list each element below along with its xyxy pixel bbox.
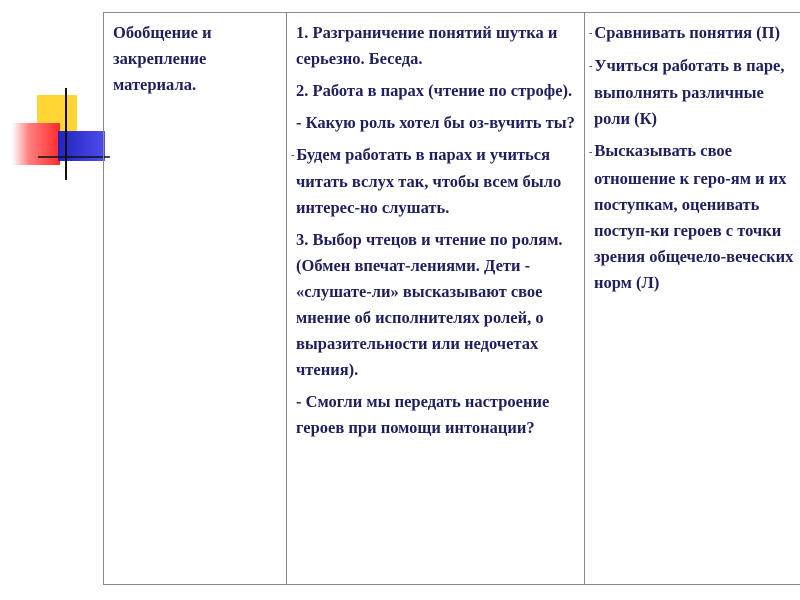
activity-paragraph-6: - Смогли мы передать настроение героев при помощи интонации? <box>296 392 550 438</box>
stage-cell <box>104 13 287 585</box>
red-square <box>12 123 60 165</box>
activity-paragraph-4 <box>291 142 576 221</box>
dash-marker: - <box>589 61 593 73</box>
skill-item-2-text: Учиться работать в паре, выполнять различные роли (К) <box>594 56 785 129</box>
activity-paragraph-1: 1. Разграничение понятий шутка и серьезно. Беседа. <box>296 23 558 68</box>
skill-item-1-text: Сравнивать понятия (П) <box>594 23 780 42</box>
stage-title: Обобщение и закрепление материала. <box>113 23 212 94</box>
skill-item-2 <box>589 53 796 132</box>
activity-paragraph-2: 2. Работа в парах (чтение по строфе). <box>296 81 573 100</box>
skill-item-3 <box>589 138 796 295</box>
skill-item-1 <box>589 20 796 47</box>
activity-cell <box>287 13 585 585</box>
skill-item-3-text: Высказывать свое отношение к геро-ям и их поступкам, оценивать поступ-ки героев с точки зрения общечело-веческих норм (Л) <box>594 141 794 292</box>
table-row <box>104 13 800 585</box>
dash-marker: - <box>589 28 593 40</box>
decorative-squares-graphic <box>0 0 110 200</box>
lesson-plan-table <box>103 12 800 585</box>
activity-paragraph-5: 3. Выбор чтецов и чтение по ролям. (Обмен впечат-лениями. Дети - «слушате-ли» высказывают свое мнение об исполнителях ролей, о выразительности или недочетах чтения). <box>296 230 563 380</box>
skills-cell <box>585 13 800 585</box>
dash-marker: - <box>291 150 295 162</box>
dash-marker: - <box>589 146 593 158</box>
activity-paragraph-3: - Какую роль хотел бы оз-вучить ты? <box>296 113 575 132</box>
activity-paragraph-4-text: Будем работать в парах и учиться читать вслух так, чтобы всем было интерес-но слушать. <box>296 145 562 218</box>
